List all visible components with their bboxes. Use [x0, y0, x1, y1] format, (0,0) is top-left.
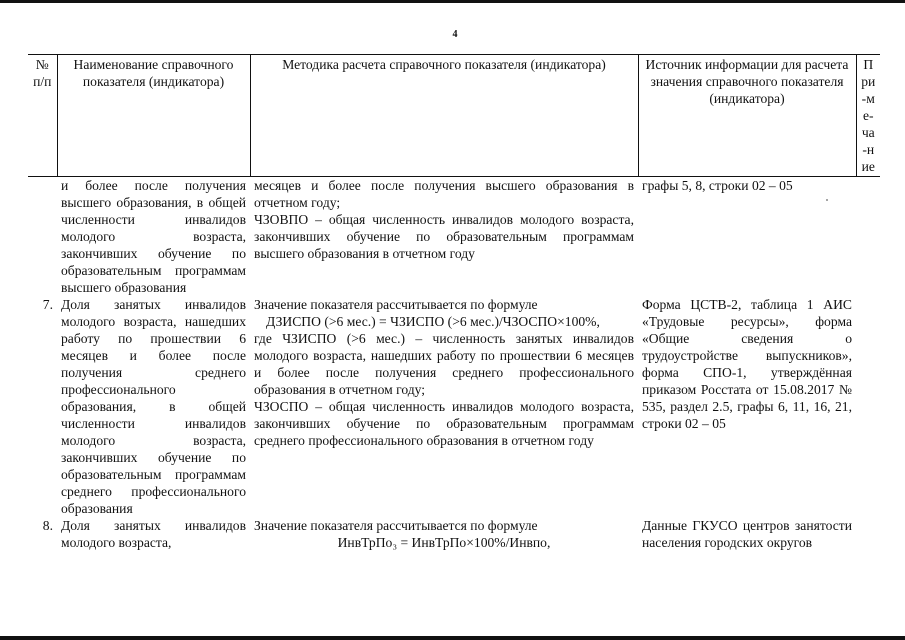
source-cell: графы 5, 8, строки 02 – 05	[642, 178, 793, 193]
header-source: Источник информации для расчета значения справочного показателя (индикатора)	[638, 55, 856, 177]
indicator-name: Доля занятых инвалидов молодого возраста, нашедших работу по прошествии 6 месяцев и более после получения среднего профессионального образования, в общей численности инвалидов молодого возраста, закончивших обучение по образовательным программам среднего профессионального образования	[61, 297, 246, 516]
row-number	[28, 177, 57, 297]
row-number: 8.	[42, 518, 53, 533]
table-header	[28, 55, 880, 177]
method-cell	[250, 517, 638, 551]
header-num: № п/п	[28, 55, 57, 177]
method-intro: Значение показателя рассчитывается по формуле	[254, 518, 538, 533]
table-row	[28, 177, 880, 297]
method-paragraph: ЧЗОСПО – общая численность инвалидов молодого возраста, закончивших обучение по образовательным программам среднего профессионального образования в отчетном году	[254, 399, 634, 448]
method-formula: ДЗИСПО (>6 мес.) = ЧЗИСПО (>6 мес.)/ЧЗОСПО×100%,	[266, 314, 600, 329]
page-number: 4	[452, 29, 458, 40]
table-row	[28, 296, 880, 517]
method-cell	[250, 177, 638, 297]
header-method: Методика расчета справочного показателя (индикатора)	[250, 55, 638, 177]
source-cell: Данные ГКУСО центров занятости населения городских округов	[642, 518, 852, 550]
method-cell	[250, 296, 638, 517]
page-top-rule	[0, 0, 905, 3]
indicator-name: и более после получения высшего образования, в общей численности инвалидов молодого возраста, закончивших обучение по образовательным программам высшего образования	[61, 178, 246, 295]
header-note: При-ме-ча-ние	[856, 55, 880, 177]
method-paragraph: месяцев и более после получения высшего образования в отчетном году;	[254, 178, 634, 210]
table-body	[28, 177, 880, 552]
note-cell	[856, 517, 880, 551]
row-number: 7.	[42, 297, 53, 312]
note-cell	[856, 177, 880, 297]
indicator-table	[28, 54, 880, 551]
scan-speck	[826, 199, 828, 201]
header-name: Наименование справочного показателя (индикатора)	[57, 55, 250, 177]
table-row	[28, 517, 880, 551]
header-row	[28, 55, 880, 177]
method-formula: ИнвТрПо₃ = ИнвТрПо×100%/Инвпо,	[337, 535, 551, 550]
method-intro: Значение показателя рассчитывается по формуле	[254, 297, 538, 312]
indicator-name: Доля занятых инвалидов молодого возраста,	[61, 518, 246, 550]
note-cell	[856, 296, 880, 517]
method-paragraph: где ЧЗИСПО (>6 мес.) – численность занятых инвалидов молодого возраста, нашедших работу по прошествии 6 месяцев и более после получения среднего профессионального образования в отчетном году;	[254, 331, 634, 397]
page-bottom-rule	[0, 636, 905, 640]
method-paragraph: ЧЗОВПО – общая численность инвалидов молодого возраста, закончивших обучение по образовательным программам высшего образования в отчетном году	[254, 212, 634, 261]
source-cell: Форма ЦСТВ-2, таблица 1 АИС «Трудовые ресурсы», форма «Общие сведения о трудоустройстве выпускников», форма СПО-1, утверждённая приказом Росстата от 15.08.2017 № 535, раздел 2.5, графы 6, 11, 16, 21, строки 02 – 05	[642, 297, 852, 431]
